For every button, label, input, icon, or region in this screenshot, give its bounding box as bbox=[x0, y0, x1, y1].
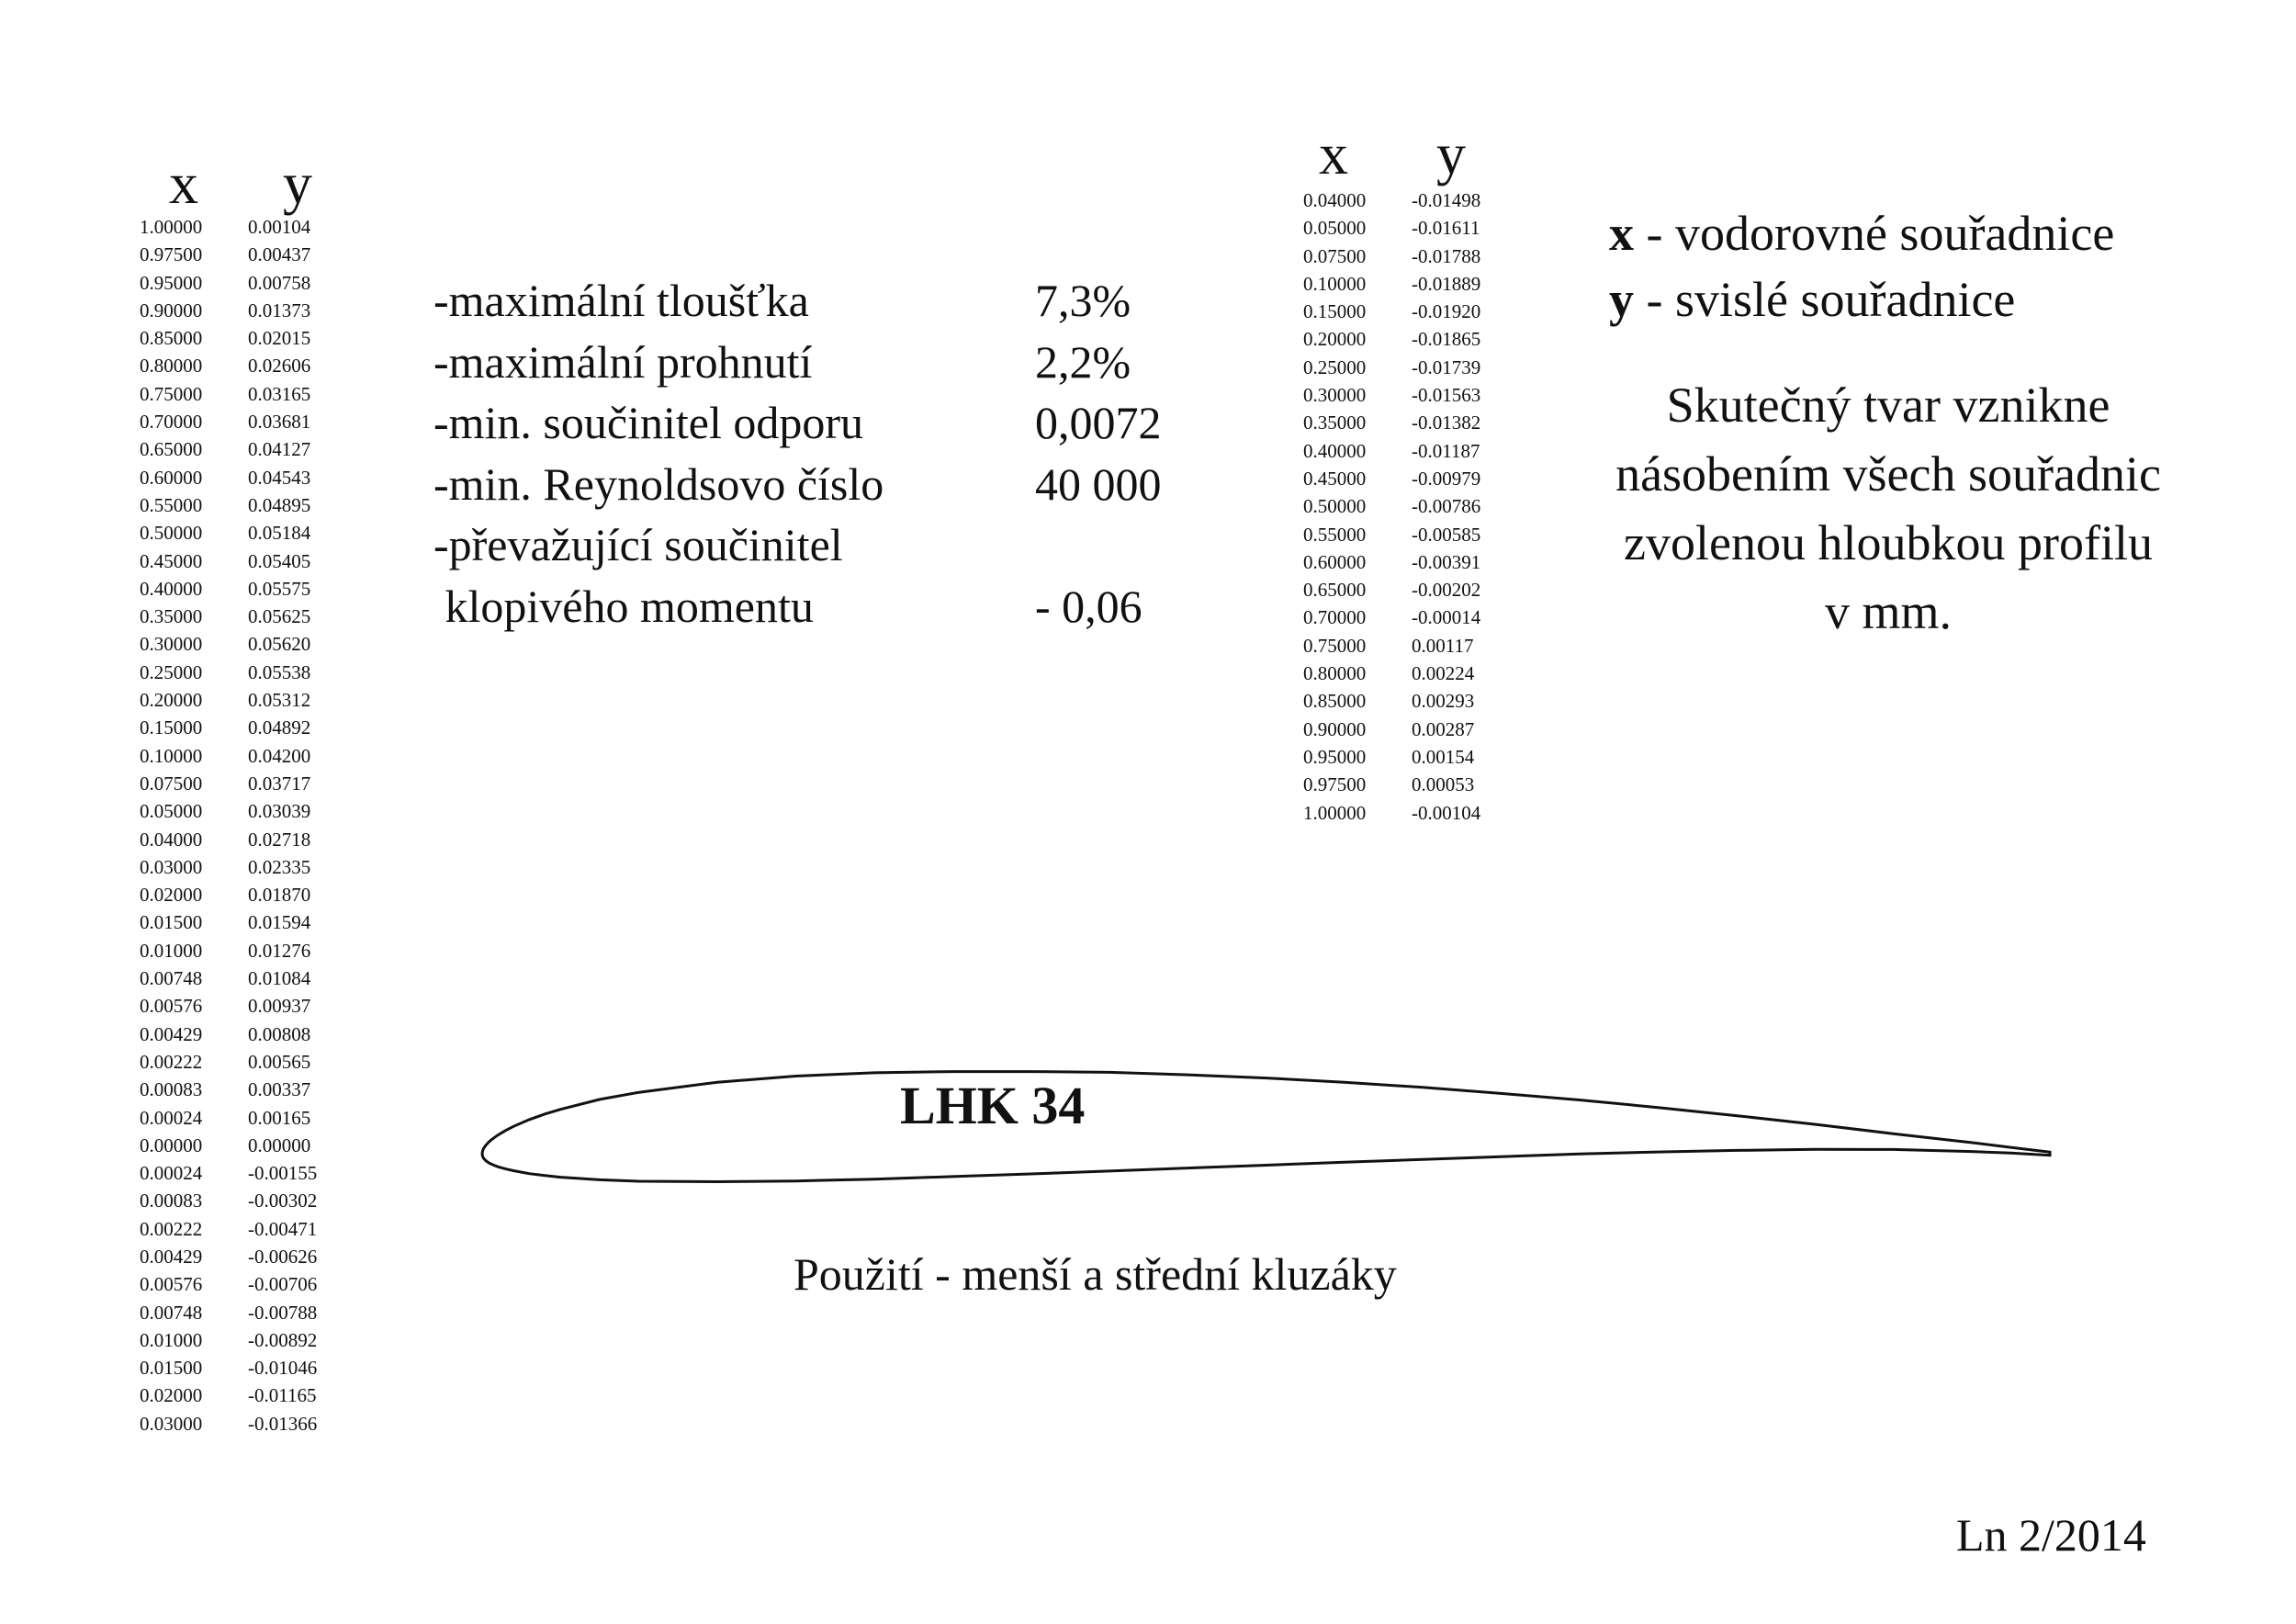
coord-y-value: -0.00786 bbox=[1412, 495, 1481, 518]
coord-y-value: -0.01889 bbox=[1412, 272, 1481, 295]
coord-x-value: 0.80000 bbox=[1303, 662, 1367, 685]
coord-y-value: 0.04200 bbox=[248, 744, 311, 767]
coord-y-value: -0.00892 bbox=[248, 1328, 318, 1351]
coord-x-value: 0.00576 bbox=[140, 995, 203, 1018]
coord-x-value: 0.00429 bbox=[140, 1022, 203, 1045]
coord-y-value: -0.00202 bbox=[1412, 579, 1481, 602]
coord-x-value: 0.00429 bbox=[140, 1245, 203, 1268]
coord-y-value: 0.00808 bbox=[248, 1022, 311, 1045]
coord-y-value: 0.00000 bbox=[248, 1133, 311, 1156]
coord-x-value: 0.90000 bbox=[1303, 717, 1367, 740]
coord-y-value: 0.00154 bbox=[1412, 745, 1475, 768]
coord-x-value: 0.03000 bbox=[140, 855, 203, 878]
coord-y-value: 0.02335 bbox=[248, 855, 311, 878]
coord-y-value: -0.01563 bbox=[1412, 384, 1481, 407]
coord-y-value: 0.01870 bbox=[248, 884, 311, 907]
parameter-value: - 0,06 bbox=[1035, 580, 1142, 632]
coord-x-value: 0.50000 bbox=[140, 522, 203, 545]
profile-name: LHK 34 bbox=[900, 1076, 1086, 1135]
coord-y-value: 0.05405 bbox=[248, 549, 311, 572]
parameter-value: 2,2% bbox=[1035, 335, 1131, 388]
coord-x-value: 0.00083 bbox=[140, 1190, 203, 1212]
coord-y-value: 0.04892 bbox=[248, 716, 311, 739]
coord-x-value: 0.15000 bbox=[140, 716, 203, 739]
coord-y-value: 0.00165 bbox=[248, 1106, 311, 1129]
coord-x-value: 0.00083 bbox=[140, 1078, 203, 1101]
legend-y-text: - svislé souřadnice bbox=[1634, 272, 2016, 327]
coord-x-value: 0.10000 bbox=[1303, 272, 1367, 295]
coord-y-value: 0.00437 bbox=[248, 243, 311, 266]
coord-x-value: 0.55000 bbox=[140, 493, 203, 516]
coord-x-value: 0.01000 bbox=[140, 1328, 203, 1351]
coord-y-value: 0.00565 bbox=[248, 1050, 311, 1073]
coord-y-value: -0.00979 bbox=[1412, 467, 1481, 490]
coord-x-value: 1.00000 bbox=[140, 216, 203, 238]
coord-x-value: 0.05000 bbox=[140, 800, 203, 823]
coord-y-value: 0.00937 bbox=[248, 995, 311, 1018]
coord-y-value: -0.01865 bbox=[1412, 328, 1481, 351]
coord-x-value: 0.02000 bbox=[140, 884, 203, 907]
parameter-label: -maximální prohnutí bbox=[433, 335, 813, 388]
coord-y-value: -0.01165 bbox=[248, 1384, 317, 1407]
coord-y-value: -0.01366 bbox=[248, 1412, 318, 1435]
coord-y-value: -0.01788 bbox=[1412, 244, 1481, 267]
coord-y-value: 0.05575 bbox=[248, 577, 311, 600]
coord-x-value: 0.07500 bbox=[140, 772, 203, 795]
coord-x-value: 0.85000 bbox=[1303, 690, 1367, 713]
coord-y-value: 0.01594 bbox=[248, 911, 311, 934]
coord-y-value: 0.01084 bbox=[248, 967, 311, 990]
note-line: Skutečný tvar vznikne bbox=[1666, 378, 2110, 433]
coord-y-value: 0.00104 bbox=[248, 216, 311, 238]
coord-y-value: -0.01187 bbox=[1412, 439, 1480, 462]
coord-y-value: -0.00104 bbox=[1412, 801, 1481, 824]
coord-x-value: 0.60000 bbox=[1303, 550, 1367, 573]
coord-y-value: 0.04543 bbox=[248, 466, 311, 489]
coord-y-value: -0.00155 bbox=[248, 1162, 318, 1185]
coord-x-value: 0.02000 bbox=[140, 1384, 203, 1407]
coord-x-value: 0.00222 bbox=[140, 1050, 203, 1073]
right-header-y: y bbox=[1436, 121, 1466, 186]
coord-y-value: 0.03717 bbox=[248, 772, 311, 795]
coord-x-value: 0.40000 bbox=[1303, 439, 1367, 462]
usage-text: Použití - menší a střední kluzáky bbox=[793, 1248, 1397, 1300]
coord-y-value: -0.01046 bbox=[248, 1357, 318, 1380]
coord-y-value: -0.00626 bbox=[248, 1245, 318, 1268]
coord-x-value: 0.80000 bbox=[140, 355, 203, 378]
coord-x-value: 0.01500 bbox=[140, 1357, 203, 1380]
coord-x-value: 0.20000 bbox=[140, 689, 203, 712]
coord-y-value: 0.00293 bbox=[1412, 690, 1475, 713]
date-stamp: Ln 2/2014 bbox=[1956, 1509, 2146, 1561]
legend-x-text: - vodorovné souřadnice bbox=[1634, 206, 2115, 261]
coord-x-value: 0.20000 bbox=[1303, 328, 1367, 351]
coord-x-value: 0.25000 bbox=[140, 660, 203, 683]
coord-x-value: 0.70000 bbox=[140, 411, 203, 434]
coord-x-value: 0.00222 bbox=[140, 1217, 203, 1240]
parameter-label: -maximální tloušťka bbox=[433, 275, 809, 326]
coord-y-value: 0.00224 bbox=[1412, 662, 1475, 685]
coord-x-value: 0.45000 bbox=[140, 549, 203, 572]
coord-x-value: 0.01000 bbox=[140, 939, 203, 962]
coord-x-value: 0.04000 bbox=[140, 828, 203, 851]
coord-y-value: 0.05184 bbox=[248, 522, 311, 545]
coord-x-value: 0.03000 bbox=[140, 1412, 203, 1435]
coord-x-value: 0.07500 bbox=[1303, 244, 1367, 267]
coord-x-value: 0.75000 bbox=[140, 382, 203, 405]
coord-y-value: -0.00391 bbox=[1412, 550, 1481, 573]
coord-x-value: 0.00748 bbox=[140, 967, 203, 990]
coord-x-value: 0.04000 bbox=[1303, 189, 1367, 211]
coord-x-value: 0.00000 bbox=[140, 1133, 203, 1156]
note-line: v mm. bbox=[1824, 584, 1952, 639]
coord-y-value: 0.00287 bbox=[1412, 717, 1475, 740]
coord-y-value: 0.03165 bbox=[248, 382, 311, 405]
coord-y-value: 0.05538 bbox=[248, 660, 311, 683]
coord-y-value: 0.05625 bbox=[248, 605, 311, 628]
coord-x-value: 0.30000 bbox=[140, 633, 203, 656]
coord-y-value: -0.01739 bbox=[1412, 355, 1481, 378]
coord-x-value: 0.65000 bbox=[1303, 579, 1367, 602]
coord-y-value: -0.00585 bbox=[1412, 523, 1481, 546]
coord-y-value: 0.05620 bbox=[248, 633, 311, 656]
coord-x-value: 1.00000 bbox=[1303, 801, 1367, 824]
left-header-y: y bbox=[283, 151, 312, 216]
coord-x-value: 0.15000 bbox=[1303, 300, 1367, 323]
coord-x-value: 0.05000 bbox=[1303, 217, 1367, 240]
right-header-x: x bbox=[1319, 121, 1348, 186]
parameter-label: -min. Reynoldsovo číslo bbox=[433, 457, 884, 510]
coord-y-value: 0.02606 bbox=[248, 355, 311, 378]
coord-x-value: 0.75000 bbox=[1303, 634, 1367, 657]
coord-y-value: 0.03039 bbox=[248, 800, 311, 823]
coord-y-value: -0.01920 bbox=[1412, 300, 1481, 323]
parameter-value: 7,3% bbox=[1035, 275, 1131, 326]
coord-x-value: 0.90000 bbox=[140, 299, 203, 321]
legend-y-symbol: y bbox=[1609, 272, 1634, 327]
coord-y-value: 0.01276 bbox=[248, 939, 311, 962]
coord-y-value: -0.00706 bbox=[248, 1273, 318, 1296]
coord-y-value: -0.00014 bbox=[1412, 606, 1481, 629]
coord-x-value: 0.85000 bbox=[140, 327, 203, 350]
coord-y-value: 0.03681 bbox=[248, 411, 311, 434]
parameter-label: -převažující součinitel bbox=[433, 519, 843, 570]
coord-y-value: -0.01611 bbox=[1412, 217, 1480, 240]
coord-y-value: 0.00758 bbox=[248, 271, 311, 294]
coord-x-value: 0.65000 bbox=[140, 438, 203, 461]
coord-y-value: -0.00302 bbox=[248, 1190, 318, 1212]
parameter-label: klopivého momentu bbox=[433, 580, 814, 632]
coord-y-value: 0.00117 bbox=[1412, 634, 1474, 657]
parameter-value: 40 000 bbox=[1035, 457, 1162, 510]
coord-y-value: -0.00788 bbox=[248, 1301, 318, 1324]
coord-x-value: 0.00024 bbox=[140, 1106, 203, 1129]
coord-x-value: 0.00748 bbox=[140, 1301, 203, 1324]
airfoil-outline bbox=[482, 1072, 2050, 1182]
parameter-value: 0,0072 bbox=[1035, 397, 1162, 448]
note-line: násobením všech souřadnic bbox=[1615, 446, 2161, 502]
coord-y-value: 0.00053 bbox=[1412, 773, 1475, 796]
coord-x-value: 0.00024 bbox=[140, 1162, 203, 1185]
coord-x-value: 0.35000 bbox=[1303, 412, 1367, 434]
legend-x-symbol: x bbox=[1609, 206, 1634, 261]
parameter-label: -min. součinitel odporu bbox=[433, 397, 863, 448]
coord-y-value: -0.01498 bbox=[1412, 189, 1481, 211]
coord-y-value: 0.05312 bbox=[248, 689, 311, 712]
coord-x-value: 0.10000 bbox=[140, 744, 203, 767]
coord-x-value: 0.97500 bbox=[1303, 773, 1367, 796]
coord-x-value: 0.95000 bbox=[140, 271, 203, 294]
coord-x-value: 0.70000 bbox=[1303, 606, 1367, 629]
coord-x-value: 0.30000 bbox=[1303, 384, 1367, 407]
coord-x-value: 0.01500 bbox=[140, 911, 203, 934]
coord-x-value: 0.25000 bbox=[1303, 355, 1367, 378]
coord-x-value: 0.40000 bbox=[140, 577, 203, 600]
coord-y-value: 0.04895 bbox=[248, 493, 311, 516]
coord-x-value: 0.50000 bbox=[1303, 495, 1367, 518]
coord-y-value: 0.04127 bbox=[248, 438, 311, 461]
coord-y-value: 0.02015 bbox=[248, 327, 311, 350]
coord-x-value: 0.00576 bbox=[140, 1273, 203, 1296]
coord-x-value: 0.95000 bbox=[1303, 745, 1367, 768]
coord-x-value: 0.55000 bbox=[1303, 523, 1367, 546]
coord-x-value: 0.35000 bbox=[140, 605, 203, 628]
coord-x-value: 0.60000 bbox=[140, 466, 203, 489]
coord-y-value: -0.00471 bbox=[248, 1217, 318, 1240]
coord-y-value: 0.00337 bbox=[248, 1078, 311, 1101]
left-header-x: x bbox=[169, 151, 198, 216]
coord-y-value: 0.02718 bbox=[248, 828, 311, 851]
coord-x-value: 0.97500 bbox=[140, 243, 203, 266]
coord-y-value: -0.01382 bbox=[1412, 412, 1481, 434]
coord-x-value: 0.45000 bbox=[1303, 467, 1367, 490]
coord-y-value: 0.01373 bbox=[248, 299, 311, 321]
note-line: zvolenou hloubkou profilu bbox=[1624, 515, 2153, 570]
